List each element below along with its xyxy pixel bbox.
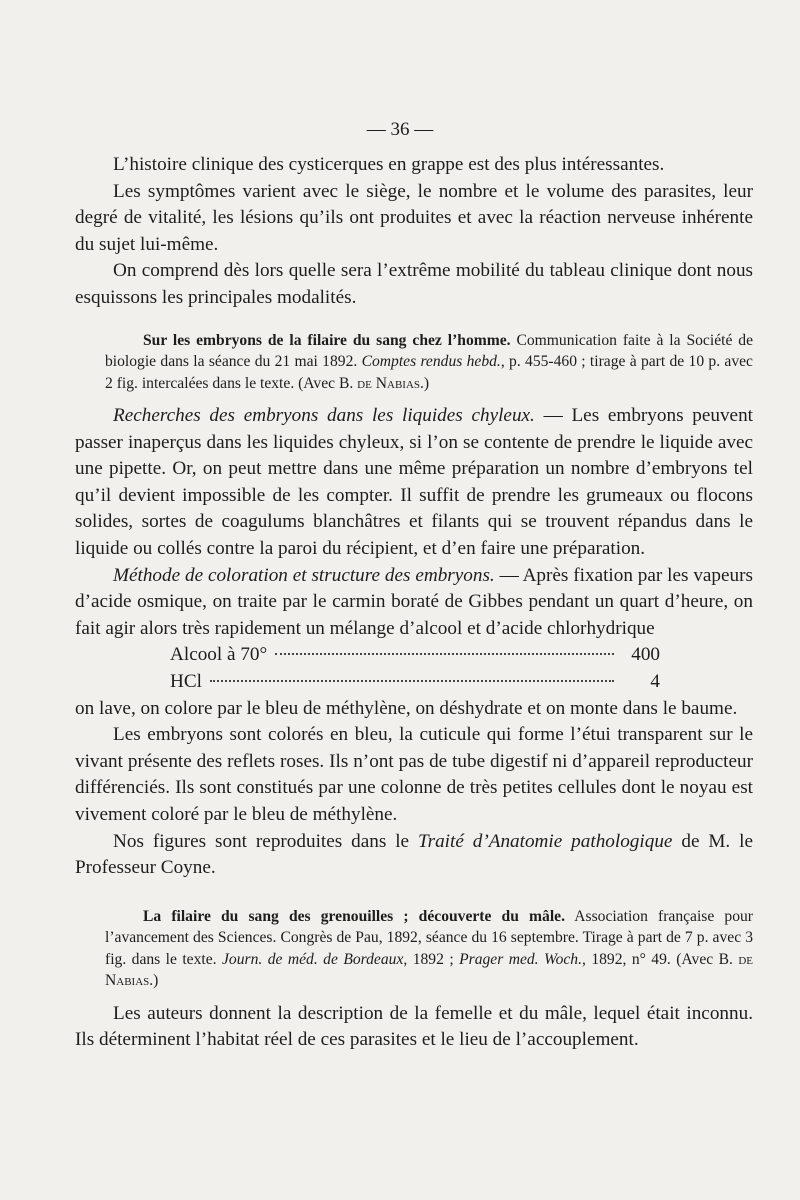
paragraph-figures: Nos figures sont reproduites dans le Traité d’Anatomie pathologique de M. le Professeur Coyne. [75, 830, 753, 879]
recipe-quantity: 4 [650, 671, 660, 692]
section-heading-recherches: Recherches des embryons dans les liquides chyleux. [113, 405, 535, 427]
entry-2-journal-2: Prager med. Woch. [459, 950, 582, 968]
paragraph-intro-1: L’histoire clinique des cysticerques en grappe est des plus intéressantes. [113, 154, 665, 175]
entry-1-title: Sur les embryons de la filaire du sang chez l’homme. [143, 331, 511, 349]
entry-2-journal-1: Journ. de méd. de Bordeaux [222, 950, 404, 968]
entry-2-title: La filaire du sang des grenouilles ; découverte du mâle. [143, 907, 565, 925]
paragraph-embryons-colores: Les embryons sont colorés en bleu, la cuticule qui forme l’étui transparent sur le vivant présente des reflets roses. Ils n’ont pas de tube digestif ni d’appareil reproducteur différenciés. Ils sont constitués par une colonne de très petites cellules dont le noyau est vivement coloré par le bleu de méthylène. [75, 724, 753, 825]
recipe-table [170, 642, 660, 695]
bibliography-entry-2: La filaire du sang des grenouilles ; découverte du mâle. Association française pour l’avancement des Sciences. Congrès de Pau, 1892, séance du 16 septembre. Tirage à part de 7 p. avec 3 fig. dans le texte. Journ. de méd. de Bordeaux, 1892 ; Prager med. Woch., 1892, n° 49. (Avec B. de Nabias.) [105, 907, 753, 990]
entry-2-coauthor: Nabias [105, 972, 150, 990]
paragraph-methode: Méthode de coloration et structure des embryons. — Après fixation par les vapeurs d’acide osmique, on traite par le carmin boraté de Gibbes pendant un quart d’heure, on fait agir alors très rapidement un mélange d’alcool et d’acide chlorhydrique [75, 564, 753, 639]
section-heading-methode: Méthode de coloration et structure des embryons. [113, 564, 495, 586]
bibliography-entry-1: Sur les embryons de la filaire du sang chez l’homme. Communication faite à la Société de biologie dans la séance du 21 mai 1892. Comptes rendus hebd., p. 455-460 ; tirage à part de 10 p. avec 2 fig. intercalées dans le texte. (Avec B. de Nabias.) [105, 331, 753, 392]
dot-leader [210, 680, 614, 682]
recipe-item: HCl [170, 671, 202, 692]
paragraph-final: Les auteurs donnent la description de la femelle et du mâle, lequel était inconnu. Ils déterminent l’habitat réel de ces parasites et le lieu de l’accouplement. [75, 1002, 753, 1051]
recipe-row [170, 642, 660, 669]
book-title: Traité d’Anatomie pathologique [417, 830, 673, 852]
dot-leader [275, 653, 614, 655]
recipe-quantity: 400 [631, 644, 660, 666]
entry-1-coauthor: Nabias [375, 374, 421, 392]
paragraph-after-recipe: on lave, on colore par le bleu de méthylène, on déshydrate et on monte dans le baume. [75, 697, 738, 719]
entry-1-journal: Comptes rendus hebd. [361, 353, 501, 371]
recipe-row [170, 669, 660, 696]
page-number: — 36 — [366, 119, 434, 140]
paragraph-intro-2: Les symptômes varient avec le siège, le nombre et le volume des parasites, leur degré de vitalité, les lésions qu’ils ont produites et avec la réaction nerveuse inhérente du sujet lui-même. [75, 180, 753, 255]
paragraph-intro-3: On comprend dès lors quelle sera l’extrême mobilité du tableau clinique dont nous esquissons les principales modalités. [75, 260, 753, 308]
paragraph-recherches: Recherches des embryons dans les liquides chyleux. — Les embryons peuvent passer inaperçus dans les liquides chyleux, si l’on se contente de prendre le liquide avec une pipette. Or, on peut mettre dans une même préparation un nombre d’embryons tel qu’il devient impossible de les compter. Il suffit de prendre les grumeaux ou flocons solides, sortes de coagulums blanchâtres et filants qui se trouvent répandus dans le liquide ou collés contre la paroi du récipient, et d’en faire une préparation. [75, 405, 753, 560]
recipe-item: Alcool à 70° [170, 644, 268, 666]
page-body [75, 152, 753, 1054]
